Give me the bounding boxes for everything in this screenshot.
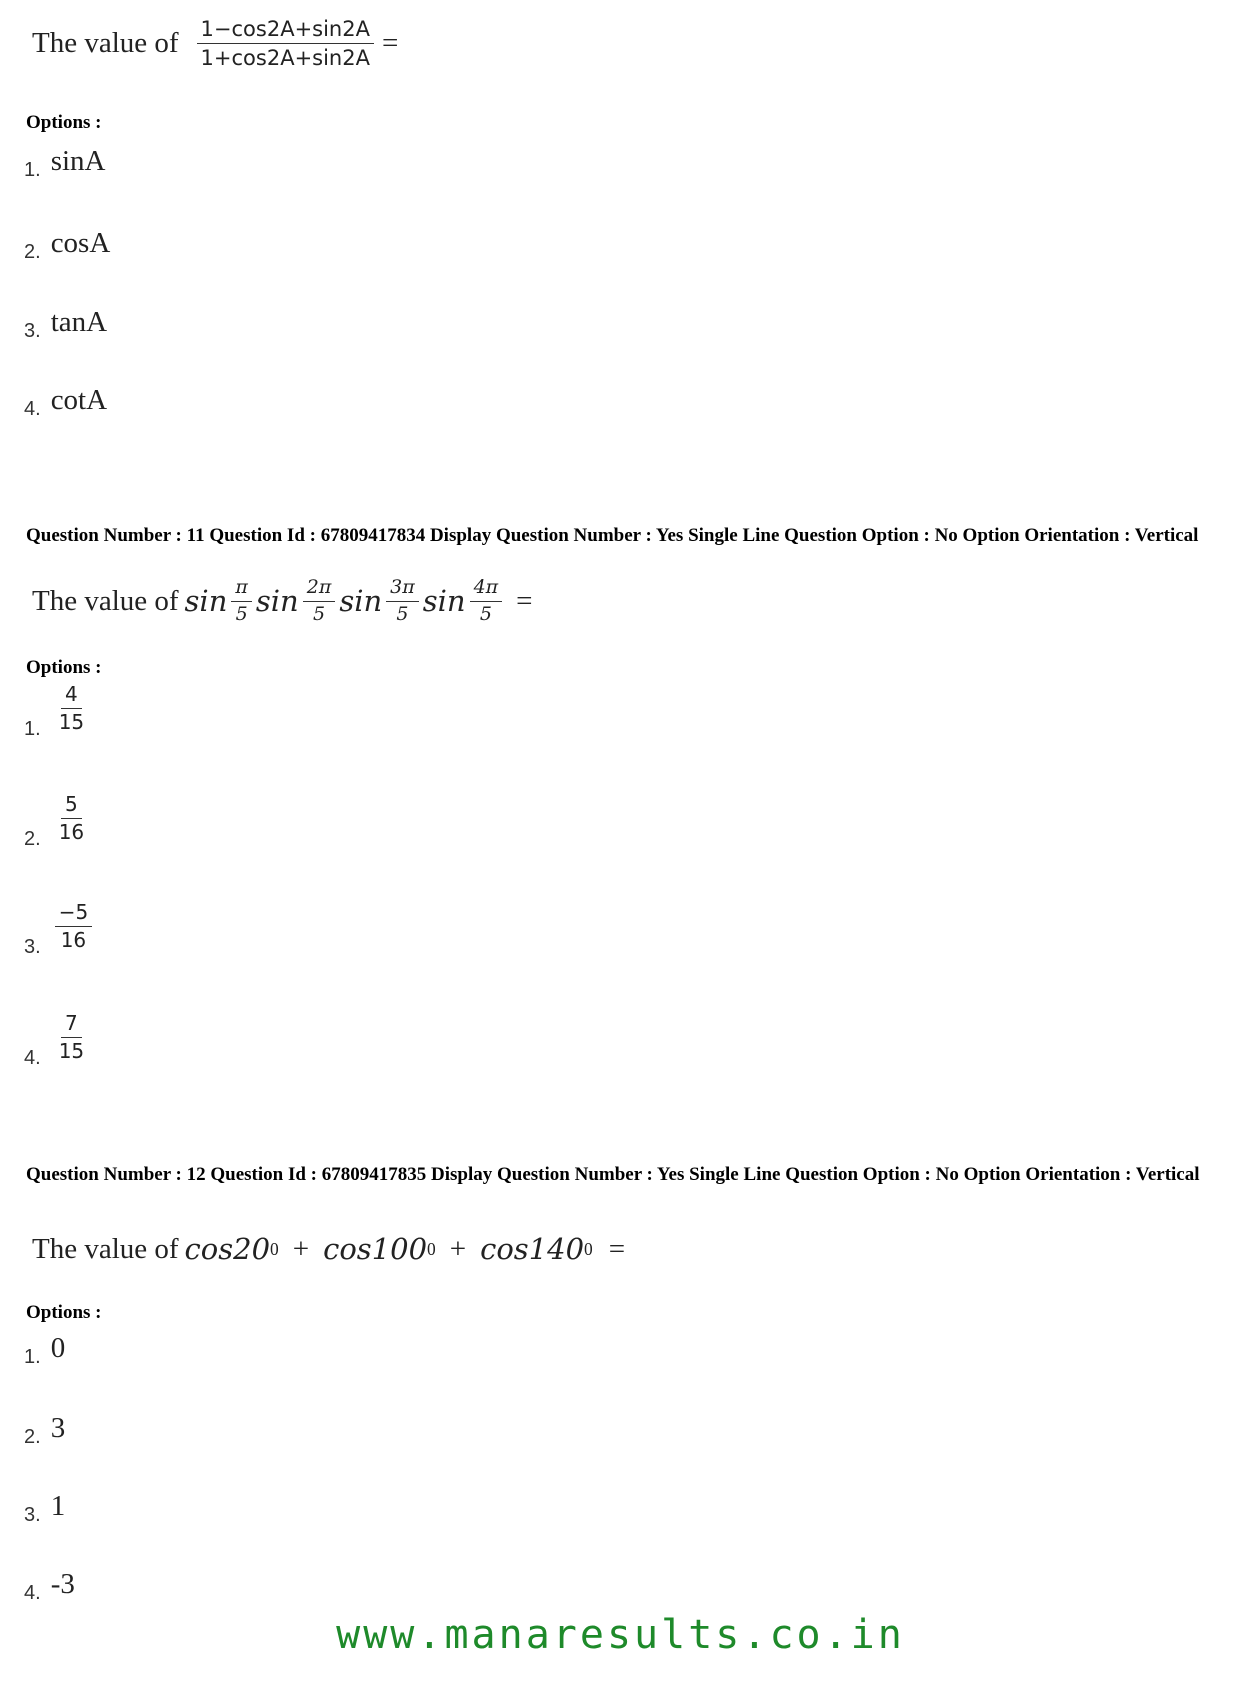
q11-option-1[interactable] (24, 682, 92, 740)
q12-degree-2: 0 (427, 1238, 436, 1259)
q12-term-3: cos140 (480, 1232, 585, 1266)
q12-option-4[interactable] (24, 1568, 75, 1604)
option-value: -3 (50, 1568, 75, 1600)
option-value: 1 (50, 1490, 66, 1522)
q10-equals: = (381, 27, 399, 60)
q11-frac-1-den: 5 (235, 602, 248, 625)
q11-frac-2-num: 2π (303, 578, 336, 602)
q10-option-2[interactable] (24, 227, 111, 263)
q11-fn-2: sin (255, 584, 299, 619)
q11-frac-3-num: 3π (386, 578, 419, 602)
q12-options-label: Options : (26, 1302, 102, 1323)
q11-frac-1-num: π (231, 578, 252, 602)
option-value: 0 (50, 1332, 66, 1364)
option-number: 1. (24, 1346, 41, 1368)
option-number: 3. (24, 1504, 41, 1526)
q10-option-1[interactable] (24, 145, 106, 181)
q11-frac-3-den: 5 (396, 602, 409, 625)
q10-denominator: 1+cos2A+sin2A (200, 46, 370, 71)
q12-term-1: cos20 (184, 1232, 271, 1266)
q10-option-3[interactable] (24, 306, 108, 342)
option-fraction (55, 1013, 88, 1062)
q12-term-2: cos100 (323, 1232, 428, 1266)
q10-options-label: Options : (26, 112, 102, 133)
option-denominator: 16 (58, 820, 85, 844)
option-number: 3. (24, 320, 41, 342)
q11-options-label: Options : (26, 657, 102, 678)
option-number: 1. (24, 718, 41, 740)
option-value: 3 (50, 1412, 66, 1444)
q12-degree-3: 0 (584, 1238, 593, 1259)
q12-option-2[interactable] (24, 1412, 66, 1448)
q11-fn-3: sin (339, 584, 383, 619)
q12-meta: Question Number : 12 Question Id : 67809417835 Display Question Number : Yes Single Line Question Option : No Option Orientation : Vertical (26, 1164, 1200, 1185)
q11-frac-4 (470, 578, 503, 625)
q12-option-3[interactable] (24, 1490, 66, 1526)
q12-plus-2: + (449, 1232, 467, 1265)
q12-option-1[interactable] (24, 1332, 66, 1368)
q11-meta: Question Number : 11 Question Id : 67809417834 Display Question Number : Yes Single Line Question Option : No Option Orientation : Vertical (26, 525, 1199, 546)
q11-frac-4-den: 5 (479, 602, 492, 625)
option-denominator: 15 (58, 710, 85, 734)
option-fraction (55, 902, 92, 951)
q12-question (32, 1232, 625, 1266)
option-number: 2. (24, 828, 41, 850)
option-number: 4. (24, 1582, 41, 1604)
q11-question (32, 578, 533, 625)
footer-website: www.manaresults.co.in (336, 1612, 905, 1658)
q12-degree-1: 0 (270, 1238, 279, 1259)
option-number: 1. (24, 159, 41, 181)
q11-frac-2 (303, 578, 336, 625)
q11-option-2[interactable] (24, 792, 92, 850)
option-numerator: −5 (55, 902, 92, 927)
q11-prefix: The value of (32, 584, 179, 617)
option-value: sinA (50, 145, 106, 177)
option-denominator: 16 (60, 928, 87, 952)
q10-prefix: The value of (32, 27, 179, 60)
option-number: 4. (24, 1047, 41, 1069)
option-number: 4. (24, 398, 41, 420)
q11-frac-2-den: 5 (312, 602, 326, 625)
q10-option-4[interactable] (24, 384, 108, 420)
option-value: tanA (50, 306, 108, 338)
option-fraction (55, 684, 88, 733)
option-value: cotA (50, 384, 108, 416)
q10-question (32, 18, 398, 69)
q12-equals: = (608, 1232, 626, 1265)
q10-fraction (197, 18, 374, 69)
q11-frac-3 (386, 578, 419, 625)
option-numerator: 5 (61, 794, 82, 819)
q11-frac-1 (231, 578, 252, 625)
option-number: 2. (24, 1426, 41, 1448)
q11-frac-4-num: 4π (470, 578, 503, 602)
q11-equals: = (516, 584, 533, 617)
q12-plus-1: + (292, 1232, 310, 1265)
option-denominator: 15 (58, 1039, 85, 1063)
option-numerator: 7 (61, 1013, 82, 1038)
q11-fn-4: sin (422, 584, 466, 619)
q10-numerator: 1−cos2A+sin2A (197, 18, 374, 44)
q12-prefix: The value of (32, 1232, 179, 1265)
q11-option-4[interactable] (24, 1011, 92, 1069)
option-number: 2. (24, 241, 41, 263)
option-numerator: 4 (61, 684, 82, 709)
q11-option-3[interactable] (24, 900, 96, 958)
option-number: 3. (24, 936, 41, 958)
q11-fn-1: sin (184, 584, 228, 619)
option-fraction (55, 794, 88, 843)
option-value: cosA (50, 227, 111, 259)
